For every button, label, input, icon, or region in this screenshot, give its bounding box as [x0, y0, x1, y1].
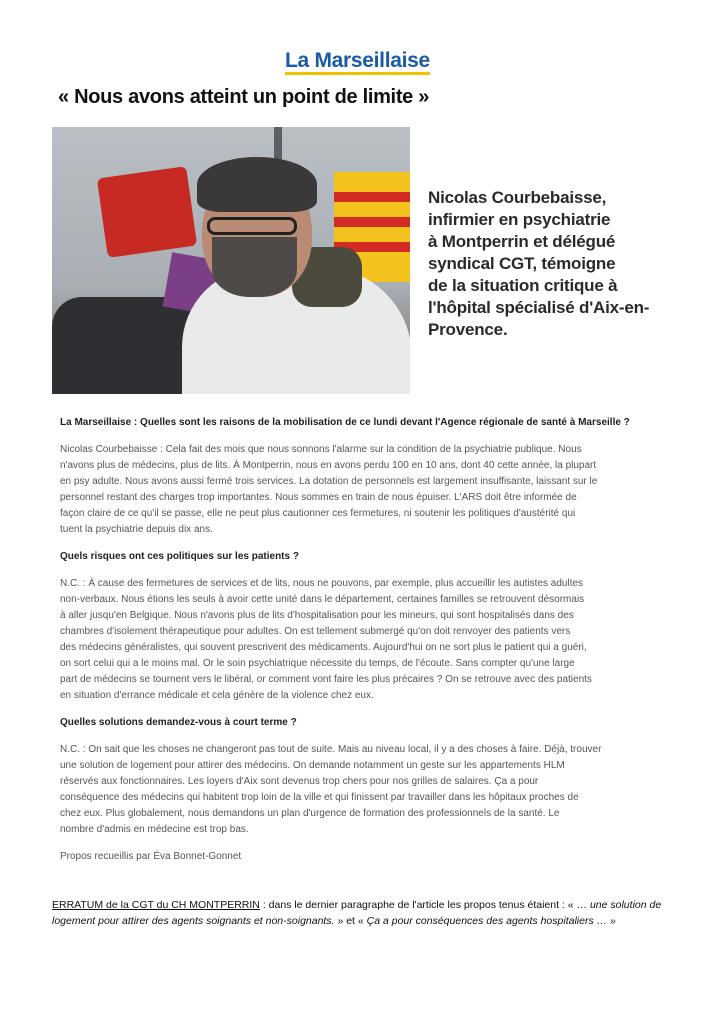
erratum-label: ERRATUM de la CGT du CH MONTPERRIN	[52, 899, 260, 911]
answer-1: Nicolas Courbebaisse : Cela fait des mois que nous sonnons l'alarme sur la condition de la psychiatrie publique. Nous n'avons plus de médecins, plus de lits. À Montperrin, nous en avons perdu 100 en 10 ans, dont 40 cette année, la plupart en psy adulte. Nous avons aussi fermé trois services. La dotation de personnels est largement insuffisante, laissant sur le personnel restant des charges trop importantes. Nous sommes en train de nous épuiser. L'ARS doit être informée de façon claire de ce qu'il se passe, elle ne peut plus cautionner ces fermetures, ni soutenir les politiques d'austérité qui tuent la psychiatrie depuis dix ans.	[60, 444, 598, 535]
standfirst: Nicolas Courbebaisse, infirmier en psychiatrie à Montperrin et délégué syndical CGT, témoigne de la situation critique à l'hôpital spécialisé d'Aix-en- Provence.	[428, 188, 650, 339]
erratum-joiner: » et «	[337, 915, 364, 927]
erratum-intro: : dans le dernier paragraphe de l'article les propos tenus étaient : « …	[259, 899, 588, 911]
photo-hair	[197, 157, 317, 212]
photo-glasses	[207, 217, 297, 235]
masthead-logo: La Marseillaise	[285, 50, 430, 75]
erratum-quote-1: une solution de logement pour attirer des agents soignants et non-soignants.	[52, 899, 662, 927]
erratum-note	[52, 897, 692, 929]
erratum-quote-2: Ça a pour conséquences des agents hospitaliers … »	[363, 915, 616, 927]
byline: Propos recueillis par Éva Bonnet-Gonnet	[60, 851, 242, 862]
headline: « Nous avons atteint un point de limite »	[58, 86, 430, 108]
photo-beard	[212, 237, 297, 297]
photo-flag-red	[97, 166, 197, 258]
answer-2: N.C. : À cause des fermetures de services et de lits, nous ne pouvons, par exemple, plus accueillir les autistes adultes non-verbaux. Nous étions les seuls à avoir cette unité dans le département, certaines familles se retrouvent désormais à aller jusqu'en Belgique. Nous n'avons plus de lits d'hospitalisation pour les mineurs, qui sont hospitalisés dans des chambres d'isolement thérapeutique pour adultes. On est tellement submergé qu'on doit renvoyer des patients vers des médecins généralistes, qui souvent prescrivent des médicaments. Aujourd'hui on ne sort plus le patient qui a guéri, on sort celui qui a le moins mal. Or le soin psychiatrique nécessite du temps, de l'écoute. Sans compter qu'une large part de médecins se tournent vers le libéral, or comment vont faire les plus précaires ? On se retrouve avec des patients en situation d'errance médicale et cela génère de la violence chez eux.	[60, 578, 592, 701]
article-body	[60, 416, 680, 864]
question-3: Quelles solutions demandez-vous à court terme ?	[60, 717, 297, 728]
question-2: Quels risques ont ces politiques sur les patients ?	[60, 551, 299, 562]
question-1: La Marseillaise : Quelles sont les raisons de la mobilisation de ce lundi devant l'Agence régionale de santé à Marseille ?	[60, 417, 630, 428]
article-photo	[52, 127, 410, 394]
answer-3: N.C. : On sait que les choses ne changeront pas tout de suite. Mais au niveau local, il y a des choses à faire. Déjà, trouver une solution de logement pour attirer des médecins. On demande notamment un geste sur les appartements HLM réservés aux fonctionnaires. Les loyers d'Aix sont devenus trop chers pour nos grilles de salaires. Ça a pour conséquence des médecins qui habitent trop loin de la ville et qui finissent par travailler dans les hôpitaux proches de chez eux. Plus globalement, nous demandons un plan d'urgence de formation des professionnels de la santé. Le nombre d'admis en médecine est trop bas.	[60, 744, 602, 835]
